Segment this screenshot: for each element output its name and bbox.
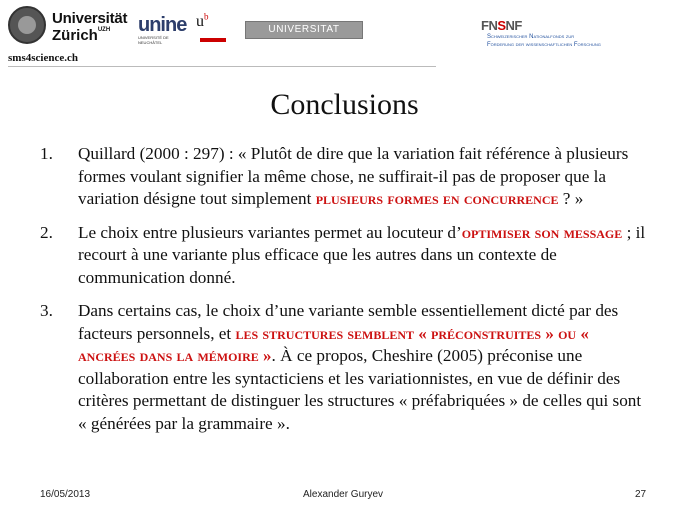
uzh-name-line2: Zürich$^{UZH}$ [52, 27, 111, 44]
slide-title: Conclusions [270, 88, 419, 121]
slide-header [0, 0, 689, 70]
snf-logo: FNSNF Schweizerischer Nationalfonds zur Förderung der wissenschaftlichen Forschung [481, 18, 601, 48]
leipzig-logo: UNIVERSITAT LEIPZIG [245, 21, 363, 39]
footer-author: Alexander Guryev [303, 489, 384, 500]
emphasis-text: plusieurs formes en concurrence [315, 189, 559, 208]
list-item: 3. Dans certains cas, le choix d’une variante semble essentiellement dicté par des facteurs personnels, et les structures semblent « préconstruites » ou « ancrées dans la mémoire ». À ce propos, Cheshire (2005) préconise une collaboration entre les syntacticiens et les variationnistes, en vue de définir des critères permettant de distinguer les structures « préfabriquées » de celles qui sont « générées par la grammaire ». [40, 301, 642, 433]
sms4science-link[interactable]: sms4science.ch [8, 52, 78, 64]
uzh-logo [8, 6, 138, 46]
list-item: 1. Quillard (2000 : 297) : « Plutôt de dire que la variation fait référence à plusieurs formes voulant signifier la même chose, ne suffirait-il pas de proposer que la variation désigne tout simplement plusieurs formes en concurrence ? » [40, 144, 629, 208]
header-divider [8, 66, 436, 67]
unibe-bar-icon [200, 38, 226, 42]
list-item: 2. Le choix entre plusieurs variantes permet au locuteur d’optimiser son message ; il recourt à une variante plus efficace que les autres dans un contexte de communication donné. [40, 222, 646, 287]
emphasis-text: les structures semblent « préconstruites » ou « ancrées dans la mémoire » [78, 323, 589, 365]
uzh-name-line1: Universität [52, 10, 128, 27]
conclusion-list [40, 143, 650, 435]
unibe-logo: $u^b$ [196, 12, 232, 44]
uzh-seal-icon [8, 6, 46, 44]
unine-logo: unine UNIVERSITÉ DE NEUCHÂTEL [138, 14, 187, 45]
footer-page-number: 27 [635, 489, 647, 500]
emphasis-text: optimiser son message [461, 222, 623, 242]
footer-date: 16/05/2013 [40, 489, 91, 500]
